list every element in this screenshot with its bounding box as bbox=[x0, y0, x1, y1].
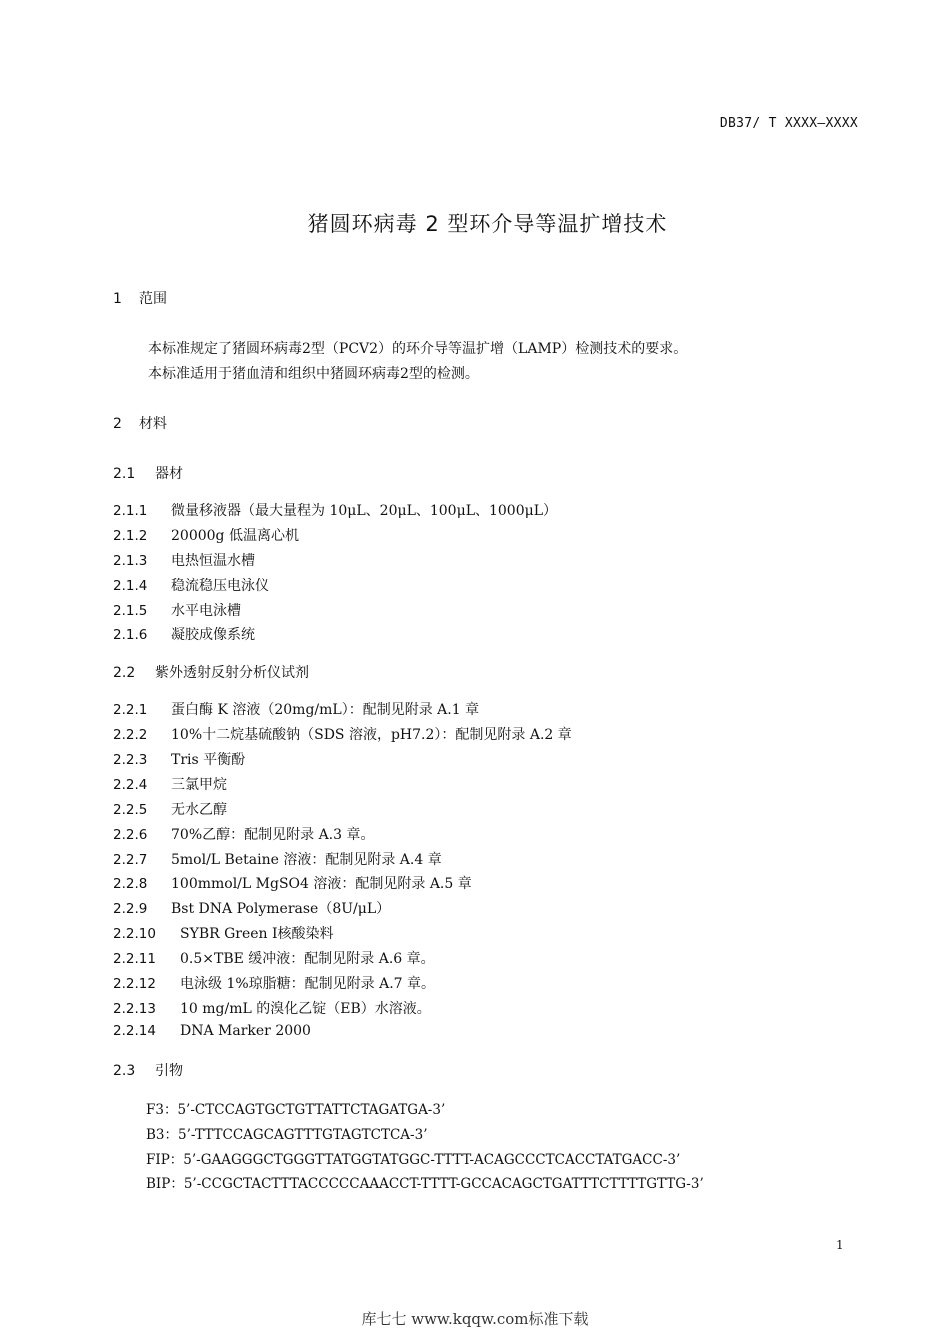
list-item bbox=[113, 575, 269, 595]
section-number: 2 bbox=[113, 416, 122, 432]
item-text: 电热恒温水槽 bbox=[171, 553, 255, 569]
item-number: 2.1.5 bbox=[113, 603, 148, 619]
item-text: 10 mg/mL 的溴化乙锭（EB）水溶液。 bbox=[180, 1001, 431, 1017]
item-number: 2.2.8 bbox=[113, 876, 148, 892]
list-item bbox=[113, 500, 557, 520]
list-item bbox=[113, 898, 390, 918]
section-title: 材料 bbox=[139, 416, 167, 432]
item-number: 2.1.3 bbox=[113, 553, 148, 569]
document-id: DB37/ T XXXX—XXXX bbox=[719, 116, 858, 131]
primer-sequence: 5’-CTCCAGTGCTGTTATTCTAGATGA-3’ bbox=[177, 1102, 446, 1118]
item-text: 稳流稳压电泳仪 bbox=[171, 578, 269, 594]
list-item bbox=[113, 824, 375, 844]
item-text: 水平电泳槽 bbox=[171, 603, 241, 619]
item-text: DNA Marker 2000 bbox=[180, 1023, 311, 1039]
item-number: 2.2.13 bbox=[113, 1001, 156, 1017]
list-item bbox=[113, 1023, 311, 1039]
item-text: 微量移液器（最大量程为 10μL、20μL、100μL、1000μL） bbox=[171, 503, 558, 519]
item-number: 2.2.5 bbox=[113, 802, 148, 818]
primer-line bbox=[146, 1148, 680, 1168]
item-text: SYBR Green Ⅰ核酸染料 bbox=[180, 926, 334, 942]
subsection-heading-reagents bbox=[113, 662, 309, 682]
list-item bbox=[113, 600, 241, 620]
subsection-title: 紫外透射反射分析仪试剂 bbox=[155, 665, 309, 681]
item-text: 100mmol/L MgSO4 溶液：配制见附录 A.5 章 bbox=[171, 876, 472, 892]
primer-sequence: 5’-TTTCCAGCAGTTTGTAGTCTCA-3’ bbox=[178, 1127, 428, 1143]
item-text: 蛋白酶 K 溶液（20mg/mL）：配制见附录 A.1 章 bbox=[171, 702, 480, 718]
subsection-heading-equipment bbox=[113, 463, 183, 483]
list-item bbox=[113, 948, 435, 968]
item-number: 2.1.1 bbox=[113, 503, 148, 519]
scope-paragraph: 本标准规定了猪圆环病毒2型（PCV2）的环介导等温扩增（LAMP）检测技术的要求。 bbox=[148, 341, 688, 357]
subsection-number: 2.3 bbox=[113, 1063, 136, 1079]
primer-sequence: 5’-GAAGGGCTGGGTTATGGTATGGC-TTTT-ACAGCCCTCACCTATGACC-3’ bbox=[183, 1152, 681, 1168]
section-heading-scope bbox=[113, 288, 167, 308]
item-number: 2.2.3 bbox=[113, 752, 148, 768]
item-number: 2.2.12 bbox=[113, 976, 156, 992]
page-number: 1 bbox=[836, 1238, 844, 1252]
item-number: 2.2.10 bbox=[113, 926, 156, 942]
primer-label: BIP： bbox=[146, 1176, 184, 1192]
list-item bbox=[113, 724, 572, 744]
item-text: 电泳级 1%琼脂糖：配制见附录 A.7 章。 bbox=[180, 976, 436, 992]
subsection-number: 2.2 bbox=[113, 665, 136, 681]
item-number: 2.2.2 bbox=[113, 727, 148, 743]
item-number: 2.1.6 bbox=[113, 627, 148, 643]
list-item bbox=[113, 923, 334, 943]
item-text: Tris 平衡酚 bbox=[171, 752, 246, 768]
item-text: 0.5×TBE 缓冲液：配制见附录 A.6 章。 bbox=[180, 951, 435, 967]
primer-line bbox=[146, 1172, 704, 1192]
item-text: 70%乙醇：配制见附录 A.3 章。 bbox=[171, 827, 375, 843]
item-number: 2.2.6 bbox=[113, 827, 148, 843]
page-title: 猪圆环病毒 2 型环介导等温扩增技术 bbox=[307, 212, 668, 236]
subsection-title: 器材 bbox=[155, 466, 183, 482]
item-number: 2.2.9 bbox=[113, 901, 148, 917]
primer-label: B3： bbox=[146, 1127, 179, 1143]
primer-label: F3： bbox=[146, 1102, 178, 1118]
item-number: 2.2.7 bbox=[113, 852, 148, 868]
section-number: 1 bbox=[113, 291, 122, 307]
list-item bbox=[113, 550, 255, 570]
list-item bbox=[113, 749, 245, 769]
item-text: 无水乙醇 bbox=[171, 802, 227, 818]
item-text: 20000g 低温离心机 bbox=[171, 528, 299, 544]
subsection-number: 2.1 bbox=[113, 466, 136, 482]
list-item bbox=[113, 525, 299, 545]
list-item bbox=[113, 873, 472, 893]
primer-sequence: 5’-CCGCTACTTTACCCCCAAACCT-TTTT-GCCACAGCTGATTTCTTTTGTTG-3’ bbox=[183, 1176, 704, 1192]
item-text: Bst DNA Polymerase（8U/μL） bbox=[171, 901, 391, 917]
primer-label: FIP： bbox=[146, 1152, 184, 1168]
scope-paragraph: 本标准适用于猪血清和组织中猪圆环病毒2型的检测。 bbox=[148, 366, 479, 382]
primer-line bbox=[146, 1098, 445, 1118]
footer-watermark: 库七七 www.kqqw.com标准下载 bbox=[361, 1310, 589, 1328]
list-item bbox=[113, 998, 431, 1018]
section-heading-materials bbox=[113, 413, 167, 433]
item-text: 5mol/L Betaine 溶液：配制见附录 A.4 章 bbox=[171, 852, 442, 868]
list-item bbox=[113, 774, 227, 794]
item-text: 10%十二烷基硫酸钠（SDS 溶液，pH7.2）：配制见附录 A.2 章 bbox=[171, 727, 572, 743]
subsection-heading-primers bbox=[113, 1060, 183, 1080]
list-item bbox=[113, 973, 435, 993]
item-number: 2.2.1 bbox=[113, 702, 148, 718]
item-number: 2.1.2 bbox=[113, 528, 148, 544]
item-text: 凝胶成像系统 bbox=[171, 627, 255, 643]
list-item bbox=[113, 799, 227, 819]
item-number: 2.2.4 bbox=[113, 777, 148, 793]
list-item bbox=[113, 849, 442, 869]
primer-line bbox=[146, 1123, 428, 1143]
list-item bbox=[113, 624, 255, 644]
item-number: 2.2.11 bbox=[113, 951, 156, 967]
item-number: 2.2.14 bbox=[113, 1023, 156, 1039]
section-title: 范围 bbox=[139, 291, 167, 307]
item-text: 三氯甲烷 bbox=[171, 777, 227, 793]
item-number: 2.1.4 bbox=[113, 578, 148, 594]
subsection-title: 引物 bbox=[155, 1063, 183, 1079]
list-item bbox=[113, 699, 479, 719]
